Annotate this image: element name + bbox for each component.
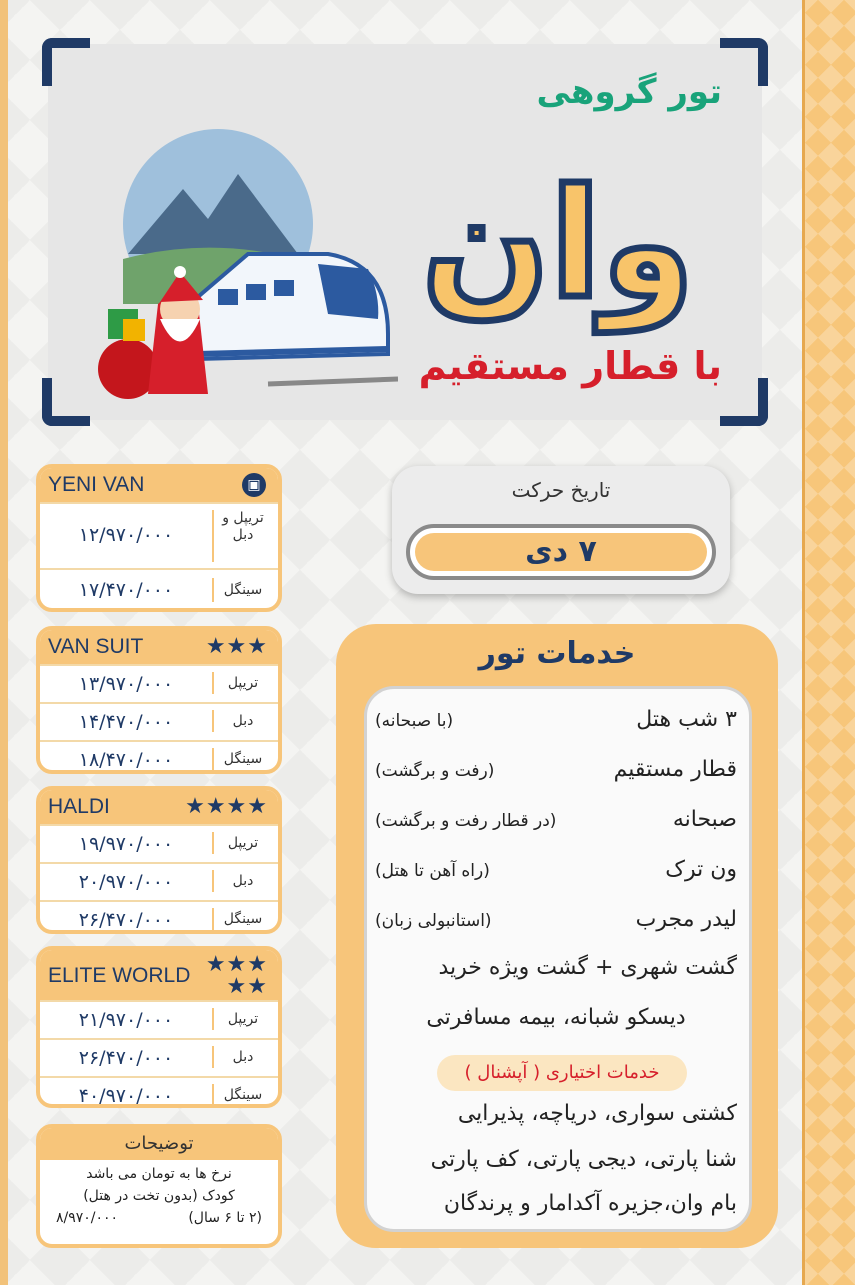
price-value: ۴۰/۹۷۰/۰۰۰ <box>78 1085 174 1107</box>
hotel-card-haldi <box>36 786 282 934</box>
departure-date: ۷ دی <box>415 533 707 571</box>
frame-corner-top-right <box>720 38 768 86</box>
price-value: ۱۹/۹۷۰/۰۰۰ <box>78 833 174 855</box>
service-item <box>375 807 737 832</box>
frame-corner-top-left <box>42 38 90 86</box>
services-list <box>364 686 752 1232</box>
hotel-badge-icon: ▣ <box>242 473 266 497</box>
hotel-name: HALDI <box>48 795 110 818</box>
price-value: ۱۳/۹۷۰/۰۰۰ <box>78 673 174 695</box>
service-item-label: صبحانه <box>672 807 737 832</box>
room-type-label: سینگل <box>212 1084 272 1106</box>
price-row <box>40 664 278 702</box>
notes-title: توضیحات <box>40 1128 278 1160</box>
services-panel <box>336 624 778 1248</box>
child-price: ۸/۹۷۰/۰۰۰ <box>56 1210 119 1226</box>
room-type-label: دبل <box>212 870 272 892</box>
departure-label: تاریخ حرکت <box>511 478 611 502</box>
service-item-note: (راه آهن تا هتل) <box>375 861 490 881</box>
hotel-header <box>40 790 278 824</box>
room-type-label: سینگل <box>212 908 272 930</box>
service-item <box>375 857 737 882</box>
service-item-label: قطار مستقیم <box>613 757 737 782</box>
service-misc: دیسکو شبانه، بیمه مسافرتی <box>426 1005 686 1030</box>
hotel-stars: ★★★★★ <box>205 952 268 999</box>
notes-currency: نرخ ها به تومان می باشد <box>86 1166 232 1182</box>
right-border-strip <box>802 0 855 1285</box>
room-type-label: تریپل <box>212 672 272 694</box>
train-santa-illustration <box>68 104 398 404</box>
price-value: ۱۸/۴۷۰/۰۰۰ <box>78 749 174 771</box>
hero-banner <box>48 44 762 420</box>
service-item-label: لیدر مجرب <box>635 907 737 932</box>
transport-subtitle: با قطار مستقیم <box>418 344 722 388</box>
service-item-label: ون ترک <box>665 857 737 882</box>
optional-services-badge: خدمات اختیاری ( آپشنال ) <box>437 1055 687 1091</box>
price-row <box>40 1076 278 1108</box>
optional-line: شنا پارتی، دیجی پارتی، کف پارتی <box>430 1147 737 1172</box>
notes-child: کودک (بدون تخت در هتل) <box>83 1188 235 1204</box>
hotel-card-yeni-van <box>36 464 282 612</box>
price-value: ۱۷/۴۷۰/۰۰۰ <box>78 579 174 601</box>
service-item <box>375 907 737 932</box>
room-type-label: تریپل و دبل <box>212 510 272 562</box>
price-row <box>40 702 278 740</box>
service-item-note: (با صبحانه) <box>375 711 454 731</box>
price-row <box>40 862 278 900</box>
price-value: ۲۶/۴۷۰/۰۰۰ <box>78 909 174 931</box>
service-item-label: ۳ شب هتل <box>636 707 737 732</box>
hotel-stars: ★★★ <box>205 634 268 659</box>
price-value: ۲۶/۴۷۰/۰۰۰ <box>78 1047 174 1069</box>
hotel-name: YENI VAN <box>48 473 145 496</box>
optional-line: کشتی سواری، دریاچه، پذیرایی <box>457 1101 737 1126</box>
frame-corner-bottom-right <box>720 378 768 426</box>
price-row <box>40 1038 278 1076</box>
price-value: ۱۴/۴۷۰/۰۰۰ <box>78 711 174 733</box>
price-value: ۲۱/۹۷۰/۰۰۰ <box>78 1009 174 1031</box>
price-value: ۱۲/۹۷۰/۰۰۰ <box>78 524 174 546</box>
hotel-header <box>40 630 278 664</box>
optional-line: بام وان،جزیره آکدامار و پرندگان <box>443 1191 737 1216</box>
service-item-note: (استانبولی زبان) <box>375 911 492 931</box>
notes-card <box>36 1124 282 1248</box>
notes-child-row <box>40 1210 278 1226</box>
departure-card <box>392 466 730 594</box>
service-item-note: (در قطار رفت و برگشت) <box>375 811 557 831</box>
child-age: (۲ تا ۶ سال) <box>188 1210 262 1226</box>
services-title: خدمات تور <box>478 636 636 671</box>
price-row <box>40 740 278 774</box>
price-row <box>40 900 278 934</box>
price-value: ۲۰/۹۷۰/۰۰۰ <box>78 871 174 893</box>
hotel-header <box>40 468 278 502</box>
service-city-tour: گشت شهری + گشت ویژه خرید <box>438 955 737 980</box>
departure-pill <box>406 524 716 580</box>
price-row <box>40 568 278 612</box>
room-type-label: دبل <box>212 1046 272 1068</box>
room-type-label: دبل <box>212 710 272 732</box>
left-border-strip <box>0 0 8 1285</box>
price-row <box>40 1000 278 1038</box>
room-type-label: سینگل <box>212 578 272 602</box>
tour-type-heading: تور گروهی <box>536 72 722 112</box>
hotel-stars: ★★★★ <box>185 794 268 819</box>
room-type-label: تریپل <box>212 832 272 854</box>
room-type-label: سینگل <box>212 748 272 770</box>
hotel-card-elite-world <box>36 946 282 1108</box>
hotel-card-van-suit <box>36 626 282 774</box>
service-item-note: (رفت و برگشت) <box>375 761 495 781</box>
destination-title: وان <box>421 158 695 332</box>
room-type-label: تریپل <box>212 1008 272 1030</box>
hotel-name: VAN SUIT <box>48 635 144 658</box>
hotel-header <box>40 950 278 1000</box>
price-row <box>40 824 278 862</box>
service-item <box>375 757 737 782</box>
service-item <box>375 707 737 732</box>
hotel-name: ELITE WORLD <box>48 964 191 987</box>
price-row <box>40 502 278 568</box>
